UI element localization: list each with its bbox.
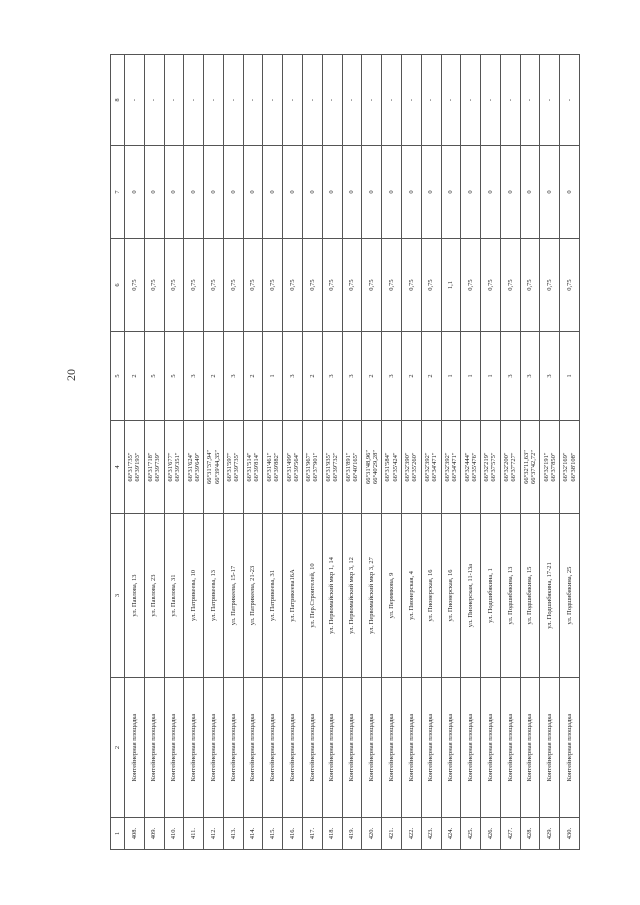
coordinates-cell [362, 421, 382, 514]
coordinate-east: 66°35'424" [391, 452, 399, 482]
address-cell: ул. Подшибякина, 13 [500, 514, 520, 678]
coordinates-cell [401, 421, 421, 514]
coordinate-east: 66°39'564" [292, 452, 300, 482]
container-count-cell: 2 [401, 332, 421, 421]
column-7-cell: 0 [263, 146, 283, 239]
column-7-cell: 0 [144, 146, 164, 239]
column-header: 8 [111, 55, 125, 146]
column-7-cell: 0 [520, 146, 540, 239]
column-header: 1 [111, 818, 125, 850]
column-8-cell: - [540, 55, 560, 146]
table-row [461, 55, 481, 850]
address-cell: ул. Павлова, 23 [144, 514, 164, 678]
coordinates-cell [204, 421, 224, 514]
site-type-cell: Контейнерная площадка [322, 678, 342, 818]
site-type-cell: Контейнерная площадка [461, 678, 481, 818]
container-count-cell: 3 [520, 332, 540, 421]
container-volume-cell: 0,75 [362, 239, 382, 332]
site-type-cell: Контейнерная площадка [520, 678, 540, 818]
coordinate-east: 66°34'471" [431, 452, 439, 482]
coordinate-north: 66°32'444" [463, 452, 471, 482]
site-type-cell: Контейнерная площадка [500, 678, 520, 818]
address-cell: ул. Патрикеева, 10 [184, 514, 204, 678]
row-number-cell: 416. [283, 818, 303, 850]
container-count-cell: 1 [481, 332, 501, 421]
column-7-cell: 0 [421, 146, 441, 239]
site-type-cell: Контейнерная площадка [441, 678, 461, 818]
coordinates-cell [243, 421, 263, 514]
column-8-cell: - [382, 55, 402, 146]
coordinate-east: 66°39'732" [332, 452, 340, 482]
container-count-cell: 1 [461, 332, 481, 421]
column-header: 2 [111, 678, 125, 818]
row-number-cell: 422. [401, 818, 421, 850]
table-row [322, 55, 342, 850]
row-number-cell: 424. [441, 818, 461, 850]
column-8-cell: - [322, 55, 342, 146]
container-volume-cell: 0,75 [164, 239, 184, 332]
coordinate-east: 66°35'260" [411, 452, 419, 482]
column-7-cell: 0 [223, 146, 243, 239]
column-8-cell: - [362, 55, 382, 146]
container-volume-cell: 0,75 [540, 239, 560, 332]
column-7-cell: 0 [461, 146, 481, 239]
row-number-cell: 413. [223, 818, 243, 850]
coordinates-cell [441, 421, 461, 514]
column-7-cell: 0 [481, 146, 501, 239]
coordinate-north: 66°31'597" [226, 452, 234, 482]
column-7-cell: 0 [243, 146, 263, 239]
coordinate-north: 66°31'935" [325, 452, 333, 482]
row-number-cell: 414. [243, 818, 263, 850]
table-row [223, 55, 243, 850]
row-number-cell: 419. [342, 818, 362, 850]
table-row [540, 55, 560, 850]
address-cell: ул. Павлова, 13 [125, 514, 145, 678]
table-row [243, 55, 263, 850]
coordinate-east: 66°39'44,35" [213, 449, 221, 485]
address-cell: ул. Патрикеева, 13 [204, 514, 224, 678]
site-type-cell: Контейнерная площадка [164, 678, 184, 818]
coordinates-cell [283, 421, 303, 514]
column-8-cell: - [520, 55, 540, 146]
container-volume-cell: 0,75 [401, 239, 421, 332]
container-volume-cell: 0,75 [322, 239, 342, 332]
container-volume-cell: 0,75 [125, 239, 145, 332]
coordinates-cell [263, 421, 283, 514]
column-header: 4 [111, 421, 125, 514]
coordinates-cell [125, 421, 145, 514]
coordinates-cell [540, 421, 560, 514]
coordinate-north: 66°32'191" [542, 452, 550, 482]
column-7-cell: 0 [382, 146, 402, 239]
address-cell: ул. Первомайский мкр 3, 27 [362, 514, 382, 678]
coordinate-east: 66°34'471" [450, 452, 458, 482]
table-row [125, 55, 145, 850]
site-type-cell: Контейнерная площадка [144, 678, 164, 818]
rotated-table-container [110, 55, 580, 850]
table-row [303, 55, 323, 850]
coordinate-east: 66°39'814" [253, 452, 261, 482]
coordinate-north: 66°32'11,63" [522, 450, 530, 484]
column-header: 7 [111, 146, 125, 239]
row-number-cell: 410. [164, 818, 184, 850]
table-row [481, 55, 501, 850]
container-count-cell: 2 [204, 332, 224, 421]
row-number-cell: 427. [500, 818, 520, 850]
coordinate-east: 66°39'649" [193, 452, 201, 482]
coordinate-north: 66°32'392" [423, 452, 431, 482]
container-volume-cell: 1,1 [441, 239, 461, 332]
address-cell: ул. Пионерская, 4 [401, 514, 421, 678]
coordinate-north: 66°32'169" [562, 452, 570, 482]
column-7-cell: 0 [204, 146, 224, 239]
row-number-cell: 409. [144, 818, 164, 850]
table-row [283, 55, 303, 850]
table-row [520, 55, 540, 850]
column-7-cell: 0 [500, 146, 520, 239]
address-cell: ул. Подшибякина, 17-21 [540, 514, 560, 678]
site-type-cell: Контейнерная площадка [401, 678, 421, 818]
container-count-cell: 2 [421, 332, 441, 421]
coordinate-east: 66°39'193" [134, 452, 142, 482]
coordinates-cell [382, 421, 402, 514]
column-8-cell: - [500, 55, 520, 146]
container-volume-cell: 0,75 [184, 239, 204, 332]
row-number-cell: 411. [184, 818, 204, 850]
table-row [263, 55, 283, 850]
address-cell: ул. Первомайский мкр 1, 14 [322, 514, 342, 678]
coordinate-east: 66°35'476" [470, 452, 478, 482]
row-number-cell: 428. [520, 818, 540, 850]
table-row [421, 55, 441, 850]
address-cell: ул. Подшибякина, 15 [520, 514, 540, 678]
column-8-cell: - [263, 55, 283, 146]
site-type-cell: Контейнерная площадка [184, 678, 204, 818]
address-cell: ул. Пер.Строителей, 10 [303, 514, 323, 678]
table-row [164, 55, 184, 850]
coordinate-east: 66°39'351" [173, 452, 181, 482]
coordinates-cell [184, 421, 204, 514]
coordinate-east: 66°37'575" [490, 452, 498, 482]
container-count-cell: 3 [382, 332, 402, 421]
row-number-cell: 412. [204, 818, 224, 850]
table-row [560, 55, 580, 850]
column-7-cell: 0 [560, 146, 580, 239]
table-body [125, 55, 580, 850]
container-count-cell: 2 [362, 332, 382, 421]
container-count-cell: 1 [441, 332, 461, 421]
coordinates-cell [144, 421, 164, 514]
site-type-cell: Контейнерная площадка [263, 678, 283, 818]
column-8-cell: - [481, 55, 501, 146]
coordinate-north: 66°31'37,94" [206, 449, 214, 485]
container-count-cell: 2 [125, 332, 145, 421]
container-count-cell: 5 [144, 332, 164, 421]
container-volume-cell: 0,75 [382, 239, 402, 332]
container-volume-cell: 0,75 [144, 239, 164, 332]
container-count-cell: 1 [560, 332, 580, 421]
container-volume-cell: 0,75 [204, 239, 224, 332]
coordinates-cell [164, 421, 184, 514]
site-type-cell: Контейнерная площадка [560, 678, 580, 818]
column-7-cell: 0 [283, 146, 303, 239]
container-volume-cell: 0,75 [520, 239, 540, 332]
row-number-cell: 430. [560, 818, 580, 850]
column-8-cell: - [223, 55, 243, 146]
address-cell: ул. Пионерская, 16 [441, 514, 461, 678]
container-count-cell: 5 [164, 332, 184, 421]
row-number-cell: 425. [461, 818, 481, 850]
container-count-cell: 2 [243, 332, 263, 421]
table-row [401, 55, 421, 850]
site-type-cell: Контейнерная площадка [362, 678, 382, 818]
coordinate-east: 66°38'108" [569, 452, 577, 482]
table-header-row [111, 55, 125, 850]
container-volume-cell: 0,75 [303, 239, 323, 332]
container-volume-cell: 0,75 [223, 239, 243, 332]
column-8-cell: - [421, 55, 441, 146]
container-volume-cell: 0,75 [342, 239, 362, 332]
container-count-cell: 3 [342, 332, 362, 421]
site-type-cell: Контейнерная площадка [540, 678, 560, 818]
page-number: 20 [64, 369, 78, 381]
column-8-cell: - [184, 55, 204, 146]
coordinate-north: 66°31'624" [186, 452, 194, 482]
address-cell: ул. Подшибякина, 1 [481, 514, 501, 678]
table-row [500, 55, 520, 850]
column-header: 5 [111, 332, 125, 421]
site-type-cell: Контейнерная площадка [243, 678, 263, 818]
table-row [184, 55, 204, 850]
coordinate-north: 66°31'891" [344, 452, 352, 482]
container-volume-cell: 0,75 [461, 239, 481, 332]
column-8-cell: - [461, 55, 481, 146]
container-volume-cell: 0,75 [500, 239, 520, 332]
coordinates-cell [560, 421, 580, 514]
container-count-cell: 1 [263, 332, 283, 421]
site-type-cell: Контейнерная площадка [382, 678, 402, 818]
column-7-cell: 0 [164, 146, 184, 239]
container-volume-cell: 0,75 [421, 239, 441, 332]
column-8-cell: - [283, 55, 303, 146]
table-row [342, 55, 362, 850]
row-number-cell: 420. [362, 818, 382, 850]
coordinate-east: 66°40'29,28" [371, 449, 379, 485]
coordinate-north: 66°32'200" [503, 452, 511, 482]
table-row [204, 55, 224, 850]
coordinate-north: 66°31'735" [127, 452, 135, 482]
table-row [144, 55, 164, 850]
row-number-cell: 418. [322, 818, 342, 850]
table-row [362, 55, 382, 850]
coordinates-cell [461, 421, 481, 514]
column-8-cell: - [243, 55, 263, 146]
address-cell: ул. Пионерская, 11-13а [461, 514, 481, 678]
column-8-cell: - [164, 55, 184, 146]
site-type-cell: Контейнерная площадка [204, 678, 224, 818]
site-type-cell: Контейнерная площадка [421, 678, 441, 818]
column-7-cell: 0 [401, 146, 421, 239]
table-row [441, 55, 461, 850]
row-number-cell: 417. [303, 818, 323, 850]
column-7-cell: 0 [303, 146, 323, 239]
container-count-cell: 3 [223, 332, 243, 421]
container-volume-cell: 0,75 [481, 239, 501, 332]
coordinates-cell [322, 421, 342, 514]
column-7-cell: 0 [441, 146, 461, 239]
column-8-cell: - [144, 55, 164, 146]
container-volume-cell: 0,75 [560, 239, 580, 332]
coordinates-cell [500, 421, 520, 514]
site-type-cell: Контейнерная площадка [303, 678, 323, 818]
coordinate-east: 66°37'901" [312, 452, 320, 482]
coordinate-north: 66°31'461" [265, 452, 273, 482]
coordinate-north: 66°31'48,96" [364, 449, 372, 485]
column-8-cell: - [303, 55, 323, 146]
container-count-cell: 3 [184, 332, 204, 421]
coordinates-cell [342, 421, 362, 514]
column-header: 3 [111, 514, 125, 678]
address-cell: ул. Пионерская, 16 [421, 514, 441, 678]
address-cell: ул. Патрикеева, 31 [263, 514, 283, 678]
container-count-cell: 3 [322, 332, 342, 421]
coordinate-north: 66°32'392" [443, 452, 451, 482]
coordinates-cell [421, 421, 441, 514]
site-type-cell: Контейнерная площадка [342, 678, 362, 818]
column-7-cell: 0 [362, 146, 382, 239]
column-8-cell: - [401, 55, 421, 146]
coordinate-east: 66°37'850" [549, 452, 557, 482]
coordinate-east: 66°37'42,72" [530, 449, 538, 485]
row-number-cell: 429. [540, 818, 560, 850]
coordinate-east: 66°40'165" [351, 452, 359, 482]
coordinate-north: 66°31'967" [305, 452, 313, 482]
row-number-cell: 426. [481, 818, 501, 850]
coordinates-cell [520, 421, 540, 514]
column-7-cell: 0 [322, 146, 342, 239]
row-number-cell: 408. [125, 818, 145, 850]
coordinates-cell [481, 421, 501, 514]
coordinate-east: 66°37'727" [510, 452, 518, 482]
row-number-cell: 415. [263, 818, 283, 850]
container-volume-cell: 0,75 [283, 239, 303, 332]
site-type-cell: Контейнерная площадка [125, 678, 145, 818]
address-cell: ул. Первомайский мкр 3, 12 [342, 514, 362, 678]
address-cell: ул. Павлова, 31 [164, 514, 184, 678]
container-count-cell: 3 [500, 332, 520, 421]
coordinate-north: 66°31'514" [245, 452, 253, 482]
coordinate-north: 66°31'718" [147, 452, 155, 482]
address-cell: ул. Патрикеева, 21-23 [243, 514, 263, 678]
row-number-cell: 421. [382, 818, 402, 850]
coordinates-cell [223, 421, 243, 514]
container-sites-table [110, 54, 580, 850]
column-8-cell: - [204, 55, 224, 146]
coordinates-cell [303, 421, 323, 514]
column-8-cell: - [560, 55, 580, 146]
column-7-cell: 0 [125, 146, 145, 239]
coordinate-north: 66°31'499" [285, 452, 293, 482]
coordinate-east: 66°39'735" [233, 452, 241, 482]
coordinate-north: 66°31'584" [384, 452, 392, 482]
coordinate-north: 66°31'677" [166, 452, 174, 482]
column-7-cell: 0 [540, 146, 560, 239]
address-cell: ул. Подшибякина, 25 [560, 514, 580, 678]
site-type-cell: Контейнерная площадка [481, 678, 501, 818]
address-cell: ул. Патрикеева, 15-17 [223, 514, 243, 678]
address-cell: ул. Пермякова, 9 [382, 514, 402, 678]
column-7-cell: 0 [184, 146, 204, 239]
container-volume-cell: 0,75 [243, 239, 263, 332]
address-cell: ул. Патрикеева16А [283, 514, 303, 678]
table-row [382, 55, 402, 850]
coordinate-north: 66°32'219" [483, 452, 491, 482]
container-count-cell: 2 [303, 332, 323, 421]
column-7-cell: 0 [342, 146, 362, 239]
row-number-cell: 423. [421, 818, 441, 850]
coordinate-north: 66°32'390" [404, 452, 412, 482]
container-count-cell: 3 [540, 332, 560, 421]
container-count-cell: 3 [283, 332, 303, 421]
site-type-cell: Контейнерная площадка [283, 678, 303, 818]
coordinate-east: 66°39'882" [272, 452, 280, 482]
site-type-cell: Контейнерная площадка [223, 678, 243, 818]
column-8-cell: - [441, 55, 461, 146]
column-header: 6 [111, 239, 125, 332]
coordinate-east: 66°39'739" [154, 452, 162, 482]
container-volume-cell: 0,75 [263, 239, 283, 332]
column-8-cell: - [342, 55, 362, 146]
column-8-cell: - [125, 55, 145, 146]
